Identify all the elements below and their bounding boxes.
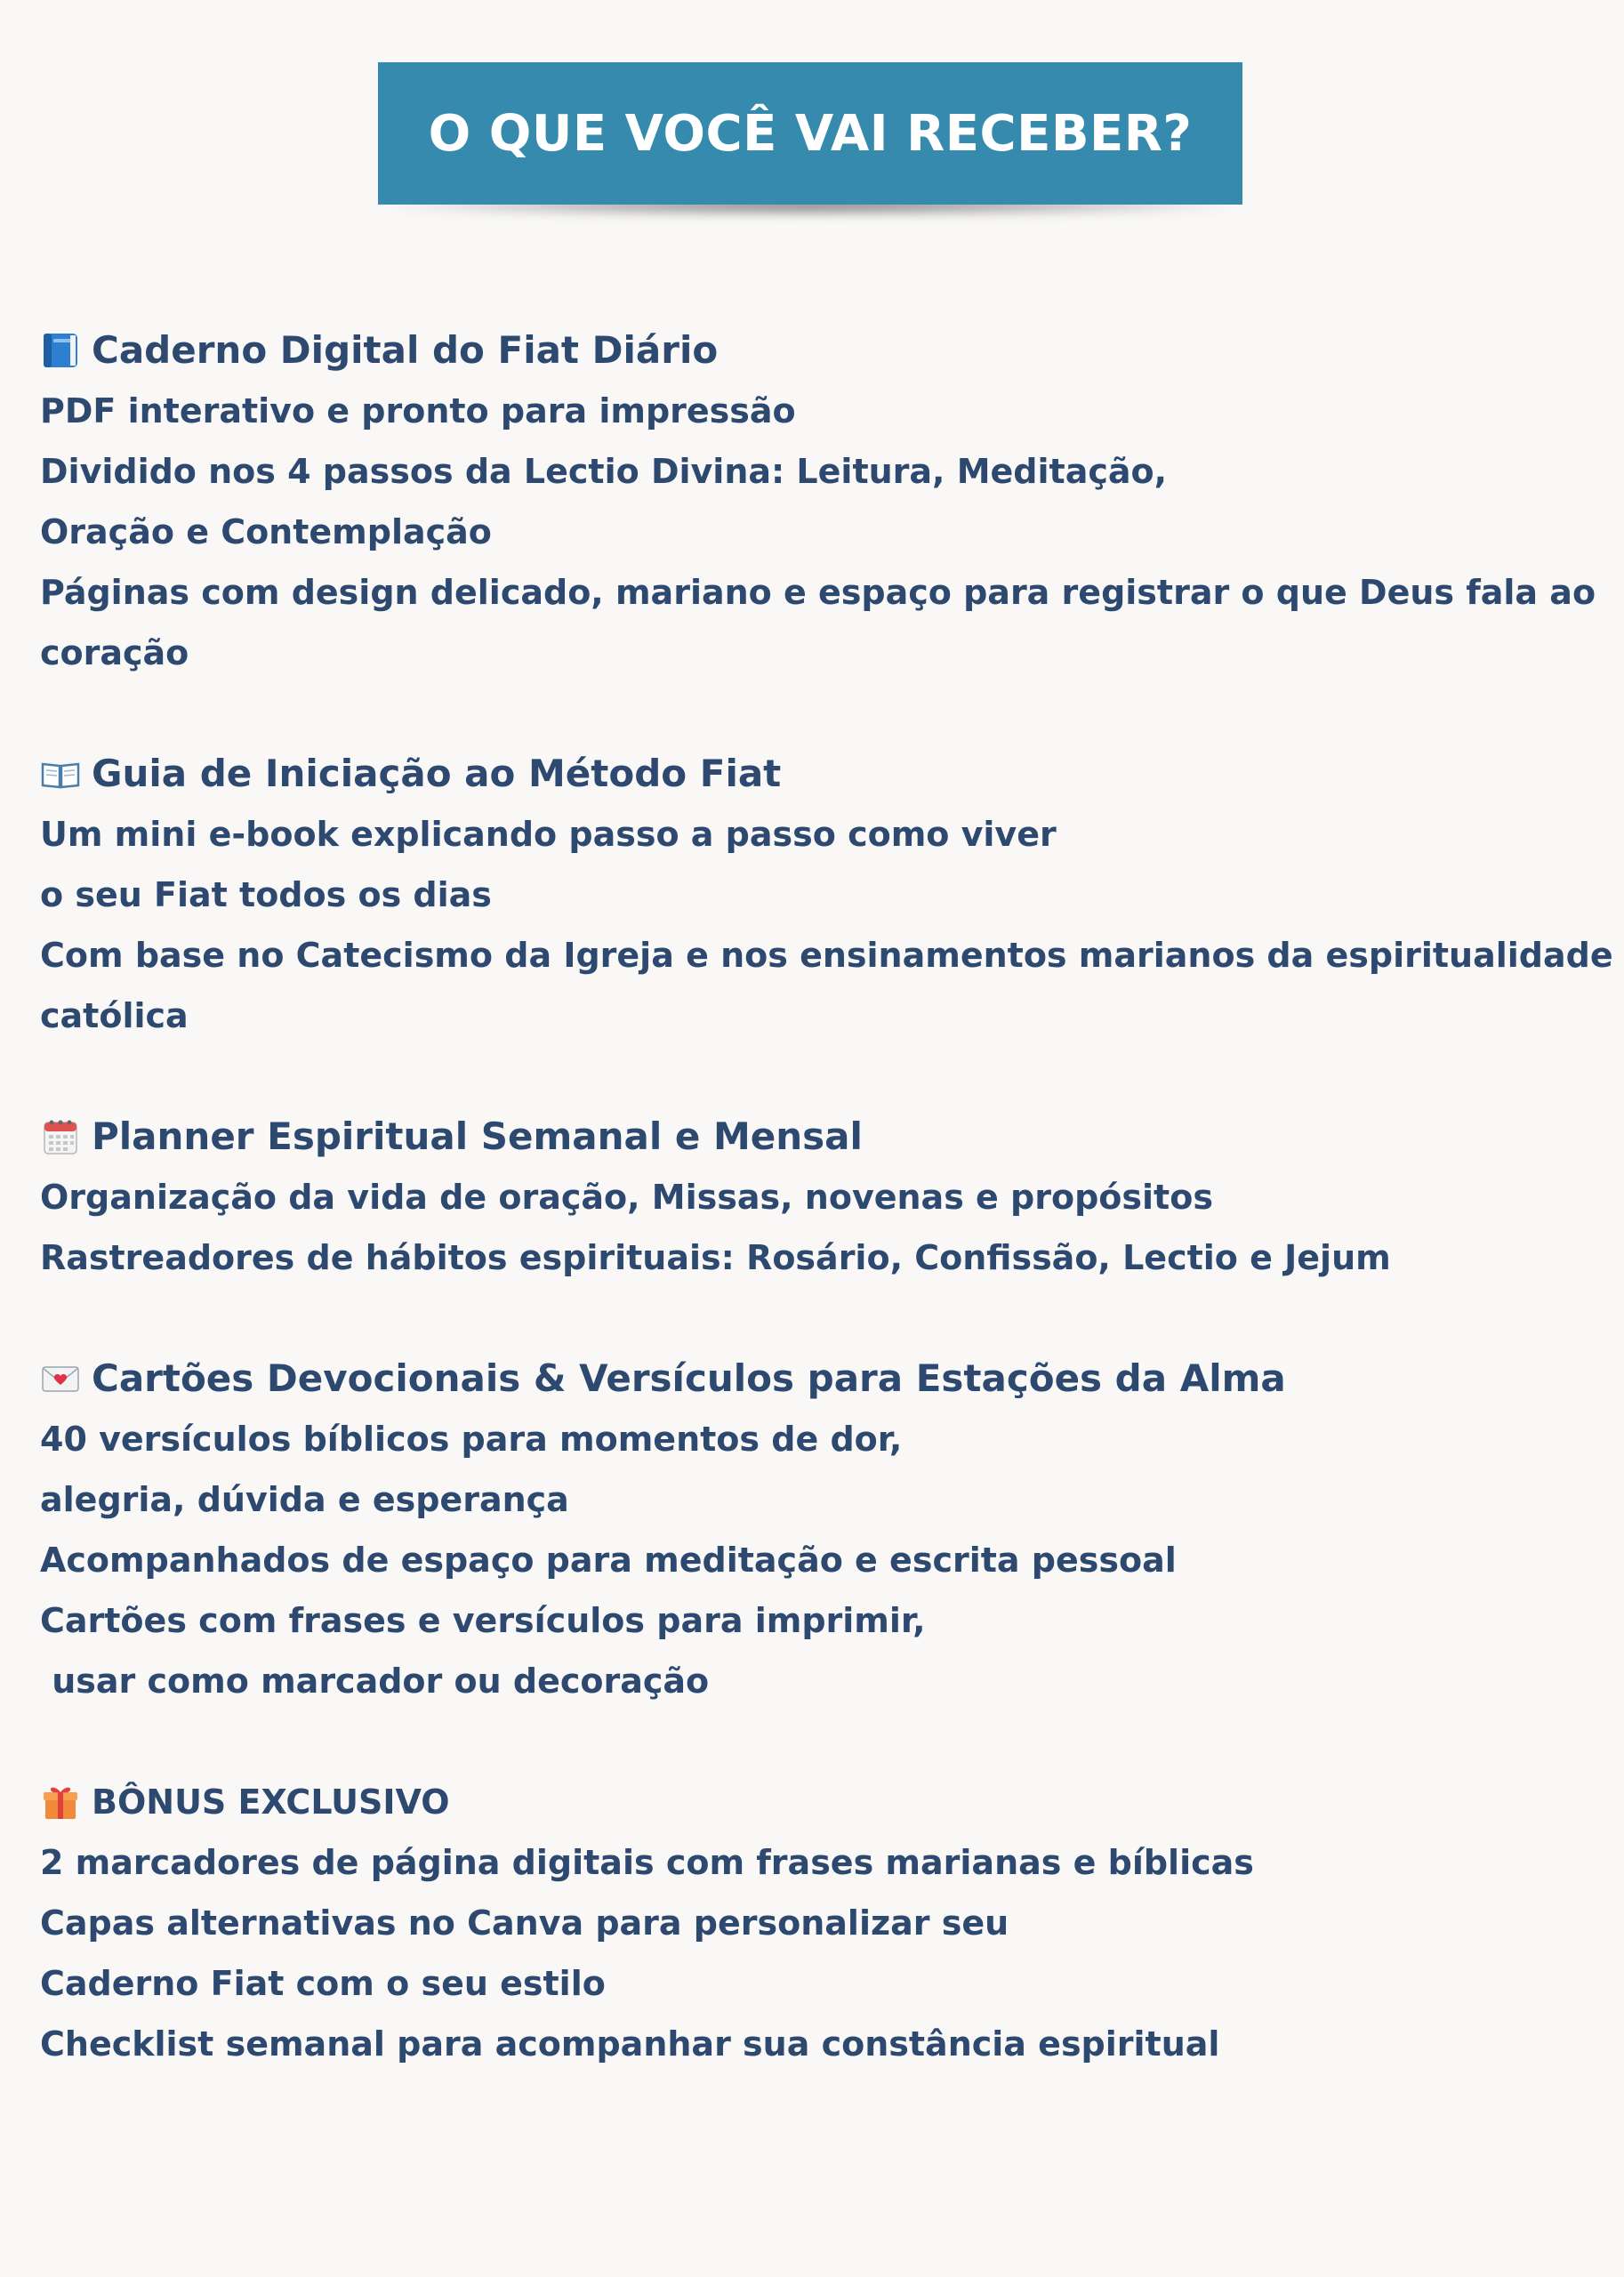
section-line: 40 versículos bíblicos para momentos de dor, <box>40 1420 903 1459</box>
section-line: Com base no Catecismo da Igreja e nos ensinamentos marianos da espiritualidade <box>40 936 1613 975</box>
section-line: Acompanhados de espaço para meditação e escrita pessoal <box>40 1541 1177 1580</box>
section-line: Cartões com frases e versículos para imprimir, <box>40 1601 926 1640</box>
gift-icon <box>40 1782 81 1822</box>
content-sections <box>40 320 1613 2135</box>
section-line: Dividido nos 4 passos da Lectio Divina: Leitura, Meditação, <box>40 452 1168 491</box>
section-title <box>40 1772 1588 1832</box>
section-title-text: Cartões Devocionais & Versículos para Estações da Alma <box>92 1356 1286 1400</box>
section-title-text: Guia de Iniciação ao Método Fiat <box>92 752 782 795</box>
section-line: Organização da vida de oração, Missas, novenas e propósitos <box>40 1178 1213 1217</box>
section-line: católica <box>40 996 189 1035</box>
section-title <box>40 320 1588 381</box>
section-line: o seu Fiat todos os dias <box>40 875 492 914</box>
section-line: Caderno Fiat com o seu estilo <box>40 1964 606 2003</box>
section-line: Checklist semanal para acompanhar sua constância espiritual <box>40 2024 1220 2064</box>
section-title-text: BÔNUS EXCLUSIVO <box>92 1782 450 1822</box>
love-letter-icon <box>40 1358 81 1399</box>
section-line: 2 marcadores de página digitais com frases marianas e bíblicas <box>40 1843 1254 1882</box>
section-line: Oração e Contemplação <box>40 512 492 551</box>
calendar-icon <box>40 1116 81 1157</box>
section-title-text: Planner Espiritual Semanal e Mensal <box>92 1114 863 1158</box>
section-cartoes-devocionais <box>40 1348 1588 1711</box>
section-title <box>40 744 1588 804</box>
page-title: O QUE VOCÊ VAI RECEBER? <box>378 62 1242 205</box>
section-line: coração <box>40 633 189 672</box>
section-line: Capas alternativas no Canva para personalizar seu <box>40 1903 1009 1943</box>
section-title <box>40 1106 1588 1167</box>
section-caderno-digital <box>40 320 1596 683</box>
section-planner <box>40 1106 1588 1288</box>
section-guia-iniciacao <box>40 744 1613 1046</box>
section-line: Um mini e-book explicando passo a passo como viver <box>40 815 1057 854</box>
section-title-text: Caderno Digital do Fiat Diário <box>92 328 719 372</box>
section-line: usar como marcador ou decoração <box>40 1661 710 1701</box>
section-bonus <box>40 1772 1588 2074</box>
section-line: PDF interativo e pronto para impressão <box>40 391 796 430</box>
open-book-icon <box>40 753 81 794</box>
blue-book-icon <box>40 330 81 371</box>
header-banner <box>378 62 1242 205</box>
section-line: Rastreadores de hábitos espirituais: Rosário, Confissão, Lectio e Jejum <box>40 1238 1391 1277</box>
section-line: Páginas com design delicado, mariano e espaço para registrar o que Deus fala ao <box>40 573 1596 612</box>
section-line: alegria, dúvida e esperança <box>40 1480 569 1519</box>
section-title <box>40 1348 1588 1409</box>
